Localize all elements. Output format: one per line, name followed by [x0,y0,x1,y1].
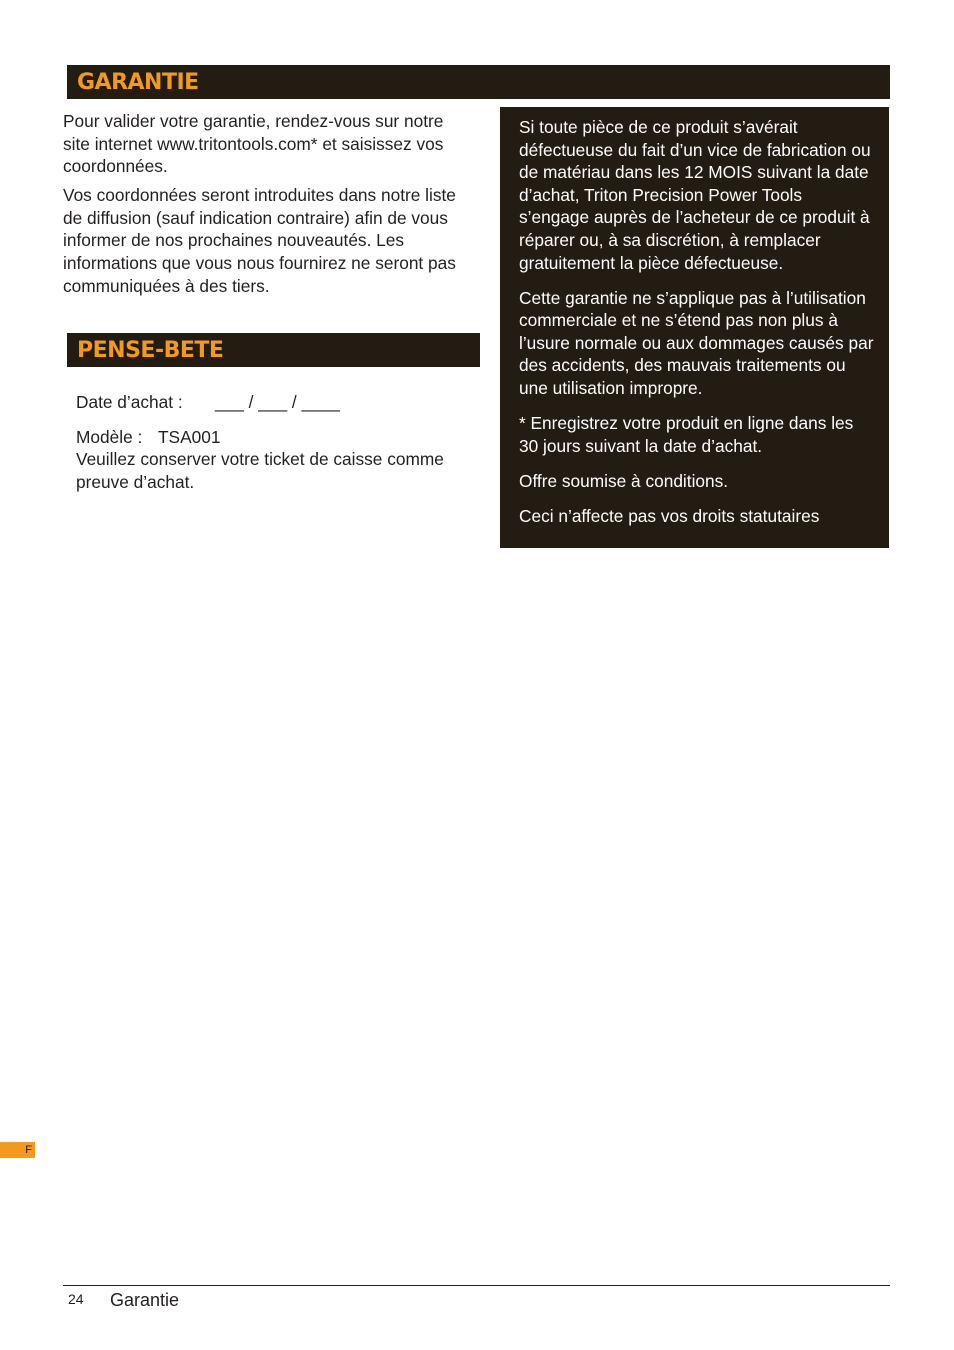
terms-paragraph-4: Offre soumise à conditions. [519,470,729,491]
model-row [76,426,476,449]
garantie-intro [63,110,463,304]
garantie-heading-text: GARANTIE [77,69,199,95]
pense-bete-section [76,391,476,493]
pense-bete-heading [63,333,480,367]
pense-bete-heading-text: PENSE-BETE [77,337,224,363]
intro-paragraph-2: Vos coordonnées seront introduites dans notre liste de diffusion (sauf indication contraire) afin de vous informer de nos prochaines nouveautés. Les informations que vous nous fournirez ne seront pas communiquées à des tiers. [63,185,456,296]
terms-paragraph-2: Cette garantie ne s’applique pas à l’utilisation commerciale et ne s’étend pas non plus à l’usure normale ou aux dommages causés par des accidents, des mauvais traitements ou une utilisation impropre. [519,287,874,399]
footer-divider [63,1285,890,1286]
terms-paragraph-1: Si toute pièce de ce produit s’avérait défectueuse du fait d’un vice de fabrication ou de matériau dans les 12 MOIS suivant la date d’achat, Triton Precision Power Tools s’engage auprès de l’acheteur de ce produit à réparer ou, à sa discrétion, à remplacer gratuitement la pièce défectueuse. [519,117,871,273]
terms-paragraph-3: * Enregistrez votre produit en ligne dans les 30 jours suivant la date d’achat. [519,413,854,456]
warranty-terms-box [500,107,889,548]
purchase-date-label: Date d’achat : [76,392,183,412]
garantie-heading [63,65,890,99]
model-label: Modèle : [76,426,143,447]
receipt-note: Veuillez conserver votre ticket de caisse comme preuve d’achat. [76,449,444,492]
purchase-date-value: ___ / ___ / ____ [215,392,340,412]
footer-section-label: Garantie [110,1290,180,1310]
model-value: TSA001 [158,426,221,447]
intro-paragraph-1: Pour valider votre garantie, rendez-vous sur notre site internet www.tritontools.com* et saisissez vos coordonnées. [63,111,444,177]
terms-paragraph-5: Ceci n’affecte pas vos droits statutaires [519,505,820,526]
purchase-date-row [76,391,476,414]
language-tab: F [0,1142,35,1158]
page-number: 24 [68,1291,84,1307]
